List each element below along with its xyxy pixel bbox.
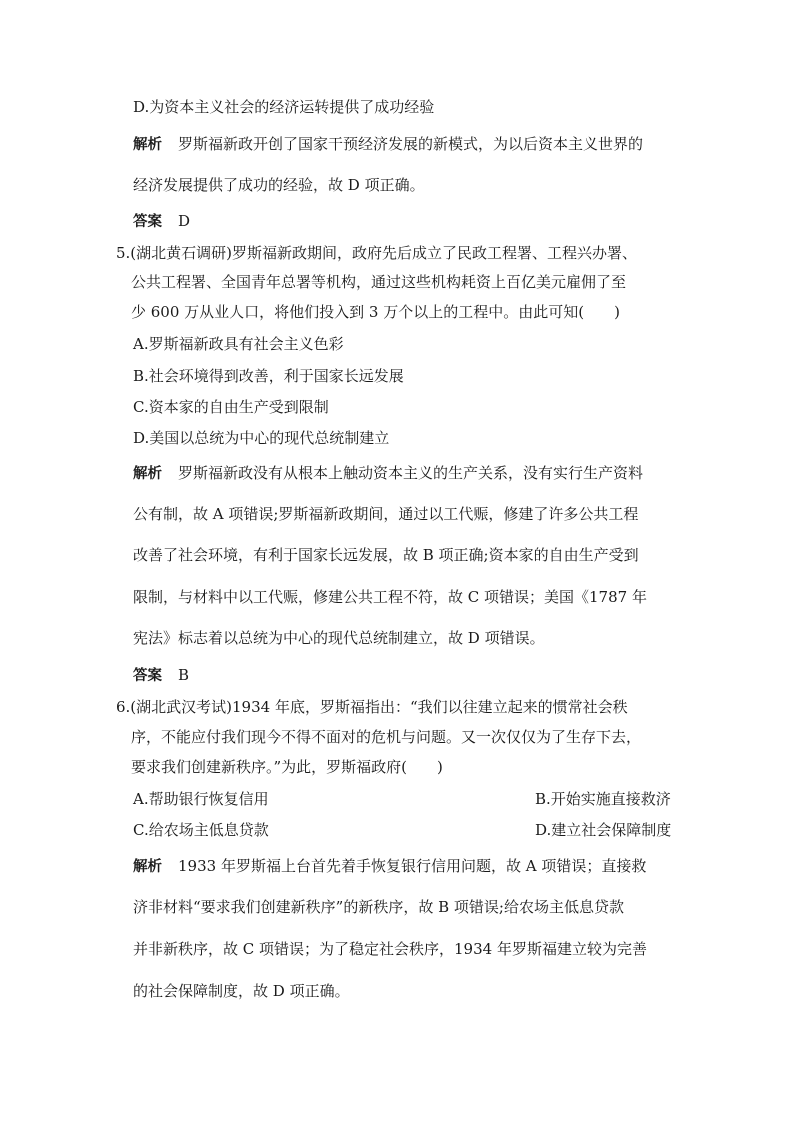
q6-stem-line-1: 6.(湖北武汉考试)1934 年底，罗斯福指出：“我们以往建立起来的惯常社会秩 <box>116 698 628 716</box>
q5-option-b: B.社会环境得到改善，利于国家长远发展 <box>133 367 404 385</box>
q6-stem-line-3: 要求我们创建新秩序。”为此，罗斯福政府( ) <box>131 758 443 776</box>
q6-option-c: C.给农场主低息贷款 <box>133 821 269 839</box>
q6-analysis-label: 解析 <box>133 859 162 875</box>
q5-analysis-line-2: 公有制，故 A 项错误;罗斯福新政期间，通过以工代赈，修建了许多公共工程 <box>133 505 639 523</box>
q5-stem-line-3: 少 600 万从业人口，将他们投入到 3 万个以上的工程中。由此可知( ) <box>131 303 620 321</box>
q6-option-b: B.开始实施直接救济 <box>535 790 671 808</box>
q4-analysis-label: 解析 <box>133 137 162 153</box>
q5-answer <box>133 665 189 686</box>
q6-stem-line-2: 序，不能应付我们现今不得不面对的危机与问题。又一次仅仅为了生存下去， <box>131 728 642 746</box>
q4-answer-value: D <box>178 212 191 230</box>
q4-answer <box>133 211 190 232</box>
q6-options-row-2 <box>133 820 693 840</box>
q5-analysis-line-1 <box>133 463 643 484</box>
q5-option-a: A.罗斯福新政具有社会主义色彩 <box>133 335 344 353</box>
q5-stem-line-2: 公共工程署、全国青年总署等机构，通过这些机构耗资上百亿美元雇佣了至 <box>131 273 627 291</box>
q6-options-row-1 <box>133 789 693 809</box>
q5-analysis-line-3: 改善了社会环境，有利于国家长远发展，故 B 项正确;资本家的自由生产受到 <box>133 546 639 564</box>
q6-option-a: A.帮助银行恢复信用 <box>133 790 269 808</box>
q6-analysis-line-1 <box>133 856 646 877</box>
q5-analysis-line-5: 宪法》标志着以总统为中心的现代总统制建立，故 D 项错误。 <box>133 629 545 647</box>
q5-option-c: C.资本家的自由生产受到限制 <box>133 398 329 416</box>
q4-option-d: D.为资本主义社会的经济运转提供了成功经验 <box>133 98 435 116</box>
q4-answer-label: 答案 <box>133 214 162 230</box>
q6-option-d: D.建立社会保障制度 <box>535 821 672 839</box>
q6-analysis-line-2: 济非材料“要求我们创建新秩序”的新秩序，故 B 项错误;给农场主低息贷款 <box>133 898 624 916</box>
q6-analysis-line-4: 的社会保障制度，故 D 项正确。 <box>133 982 350 1000</box>
q4-analysis-line-1 <box>133 134 643 155</box>
q6-analysis-text-1: 1933 年罗斯福上台首先着手恢复银行信用问题，故 A 项错误；直接救 <box>178 857 647 875</box>
q4-analysis-line-2: 经济发展提供了成功的经验，故 D 项正确。 <box>133 176 425 194</box>
q5-analysis-text-1: 罗斯福新政没有从根本上触动资本主义的生产关系，没有实行生产资料 <box>178 464 644 482</box>
q5-analysis-label: 解析 <box>133 466 162 482</box>
q5-option-d: D.美国以总统为中心的现代总统制建立 <box>133 429 390 447</box>
q5-answer-value: B <box>178 666 190 684</box>
q6-analysis-line-3: 并非新秩序，故 C 项错误；为了稳定社会秩序，1934 年罗斯福建立较为完善 <box>133 940 647 958</box>
q4-analysis-text-1: 罗斯福新政开创了国家干预经济发展的新模式，为以后资本主义世界的 <box>178 135 644 153</box>
q5-answer-label: 答案 <box>133 668 162 684</box>
q5-analysis-line-4: 限制，与材料中以工代赈，修建公共工程不符，故 C 项错误；美国《1787 年 <box>133 588 647 606</box>
q5-stem-line-1: 5.(湖北黄石调研)罗斯福新政期间，政府先后成立了民政工程署、工程兴办署、 <box>116 244 638 262</box>
